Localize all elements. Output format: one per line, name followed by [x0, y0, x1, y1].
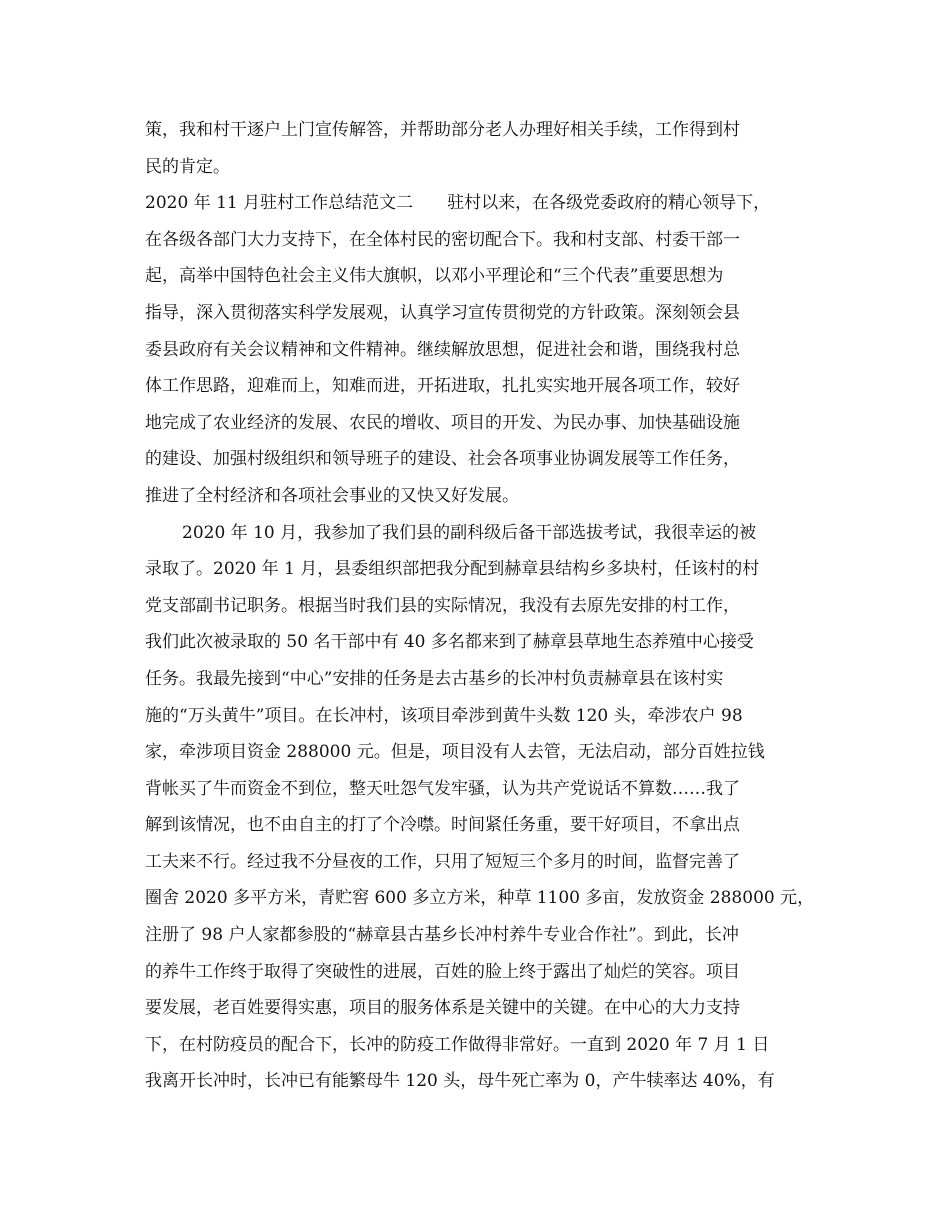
text-line: 解到该情况，也不由自主的打了个冷噤。时间紧任务重，要干好项目，不拿出点 [145, 815, 740, 836]
text-line: 在各级各部门大力支持下，在全体村民的密切配合下。我和村支部、村委干部一 [145, 229, 740, 250]
text-line: 注册了 98 户人家都参股的“赫章县古基乡长冲村养牛专业合作社”。到此，长冲 [145, 925, 739, 946]
text-line: 推进了全村经济和各项社会事业的又快又好发展。 [145, 485, 519, 506]
text-line: 工夫来不行。经过我不分昼夜的工作，只用了短短三个多月的时间，监督完善了 [145, 851, 740, 872]
text-line: 的建设、加强村级组织和领导班子的建设、社会各项事业协调发展等工作任务， [145, 449, 740, 470]
text-line: 地完成了农业经济的发展、农民的增收、项目的开发、为民办事、加快基础设施 [145, 412, 740, 433]
text-line: 民的肯定。 [145, 156, 230, 177]
text-line: 党支部副书记职务。根据当时我们县的实际情况，我没有去原先安排的村工作， [145, 595, 740, 616]
text-line: 背帐买了牛而资金不到位，整天吐怨气发牢骚，认为共产党说话不算数……我了 [145, 778, 740, 799]
text-line: 圈舍 2020 多平方米，青贮窖 600 多立方米，种草 1100 多亩，发放资金 288000 元， [145, 888, 815, 909]
text-line: 体工作思路，迎难而上，知难而进，开拓进取，扎扎实实地开展各项工作，较好 [145, 376, 740, 397]
text-line: 下，在村防疫员的配合下，长冲的防疫工作做得非常好。一直到 2020 年 7 月 1 日 [145, 1034, 770, 1055]
text-line: 我们此次被录取的 50 名干部中有 40 多名都来到了赫章县草地生态养殖中心接受 [145, 632, 754, 653]
body-text [145, 112, 815, 1100]
text-line: 起，高举中国特色社会主义伟大旗帜，以邓小平理论和“三个代表”重要思想为 [145, 266, 724, 287]
text-line: 委县政府有关会议精神和文件精神。继续解放思想，促进社会和谐，围绕我村总 [145, 339, 740, 360]
text-line: 录取了。2020 年 1 月，县委组织部把我分配到赫章县结构乡多块村，任该村的村 [145, 559, 760, 580]
text-line: 任务。我最先接到“中心”安排的任务是去古基乡的长冲村负责赫章县在该村实 [145, 668, 724, 689]
section-heading-line: 2020 年 11 月驻村工作总结范文二 驻村以来，在各级党委政府的精心领导下， [145, 193, 771, 214]
text-line: 指导，深入贯彻落实科学发展观，认真学习宣传贯彻党的方针政策。深刻领会县 [145, 302, 740, 323]
text-line: 我离开长冲时，长冲已有能繁母牛 120 头，母牛死亡率为 0，产牛犊率达 40%，有 [145, 1071, 775, 1092]
text-line: 的养牛工作终于取得了突破性的进展，百姓的脸上终于露出了灿烂的笑容。项目 [145, 961, 740, 982]
text-line: 策，我和村干逐户上门宣传解答，并帮助部分老人办理好相关手续，工作得到村 [145, 120, 740, 140]
paragraph-start-line: 2020 年 10 月，我参加了我们县的副科级后备干部选拔考试，我很幸运的被 [182, 522, 757, 543]
text-line: 家，牵涉项目资金 288000 元。但是，项目没有人去管，无法启动，部分百姓拉钱 [145, 742, 765, 763]
text-line: 要发展，老百姓要得实惠，项目的服务体系是关键中的关键。在中心的大力支持 [145, 998, 740, 1019]
text-line: 施的“万头黄牛”项目。在长冲村，该项目牵涉到黄牛头数 120 头，牵涉农户 98 [145, 705, 743, 726]
